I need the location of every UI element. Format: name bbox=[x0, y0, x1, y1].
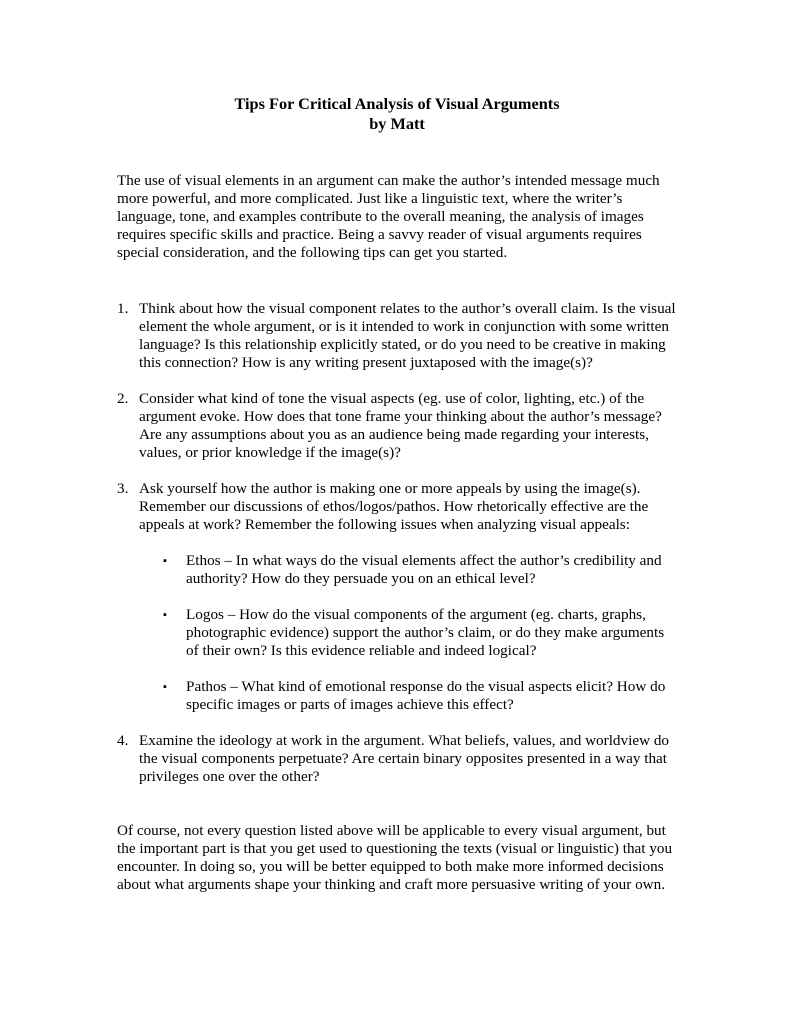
closing-paragraph: Of course, not every question listed above will be applicable to every visual argument, but the important part is that you get used to questioning the texts (visual or linguistic) that you encounter. In doing so, you will be better equipped to both make more informed decisions about what arguments shape your thinking and craft more persuasive writing of your own. bbox=[117, 822, 673, 893]
appeal-text: Logos – How do the visual components of the argument (eg. charts, graphs, photographic evidence) support the author’s claim, or do they make arguments of their own? Is this evidence reliable and indeed logical? bbox=[186, 606, 665, 659]
list-item-text: Ask yourself how the author is making one or more appeals by using the image(s). Remember our discussions of ethos/logos/pathos. How rhetorically effective are the appeals at work? Remember the following issues when analyzing visual appeals: bbox=[139, 480, 649, 533]
appeals-list bbox=[139, 552, 677, 714]
square-bullet-icon: ▪ bbox=[163, 609, 167, 621]
tips-list bbox=[117, 300, 677, 786]
square-bullet-icon: ▪ bbox=[163, 681, 167, 693]
appeal-item-logos bbox=[139, 606, 677, 660]
document-page bbox=[117, 94, 677, 894]
intro-paragraph: The use of visual elements in an argument can make the author’s intended message much more powerful, and more complicated. Just like a linguistic text, where the writer’s language, tone, and examples contribute to the overall meaning, the analysis of images requires specific skills and practice. Being a savvy reader of visual arguments requires special consideration, and the following tips can get you started. bbox=[117, 172, 660, 261]
list-item bbox=[117, 732, 677, 786]
square-bullet-icon: ▪ bbox=[163, 555, 167, 567]
list-number: 4. bbox=[117, 732, 129, 749]
list-item bbox=[117, 390, 677, 462]
list-item bbox=[117, 300, 677, 372]
list-item bbox=[117, 480, 677, 714]
title-line-1: Tips For Critical Analysis of Visual Arguments bbox=[234, 94, 560, 113]
list-item-text: Examine the ideology at work in the argument. What beliefs, values, and worldview do the visual components perpetuate? Are certain binary opposites presented in a way that privileges one over the other? bbox=[139, 732, 670, 785]
list-item-text: Consider what kind of tone the visual aspects (eg. use of color, lighting, etc.) of the argument evoke. How does that tone frame your thinking about the author’s message? Are any assumptions about you as an audience being made regarding your interests, values, or prior knowledge if the image(s)? bbox=[139, 390, 662, 461]
document-title bbox=[117, 94, 677, 134]
list-item-text: Think about how the visual component relates to the author’s overall claim. Is the visual element the whole argument, or is it intended to work in conjunction with some written language? Is this relationship explicitly stated, or do you need to be creative in making this connection? How is any writing present juxtaposed with the image(s)? bbox=[139, 300, 676, 371]
appeal-item-ethos bbox=[139, 552, 677, 588]
appeal-item-pathos bbox=[139, 678, 677, 714]
list-number: 1. bbox=[117, 300, 129, 317]
appeal-text: Pathos – What kind of emotional response do the visual aspects elicit? How do specific images or parts of images achieve this effect? bbox=[186, 678, 666, 713]
list-number: 2. bbox=[117, 390, 129, 407]
title-line-2: by Matt bbox=[369, 114, 425, 133]
appeal-text: Ethos – In what ways do the visual elements affect the author’s credibility and authority? How do they persuade you on an ethical level? bbox=[186, 552, 662, 587]
list-number: 3. bbox=[117, 480, 129, 497]
